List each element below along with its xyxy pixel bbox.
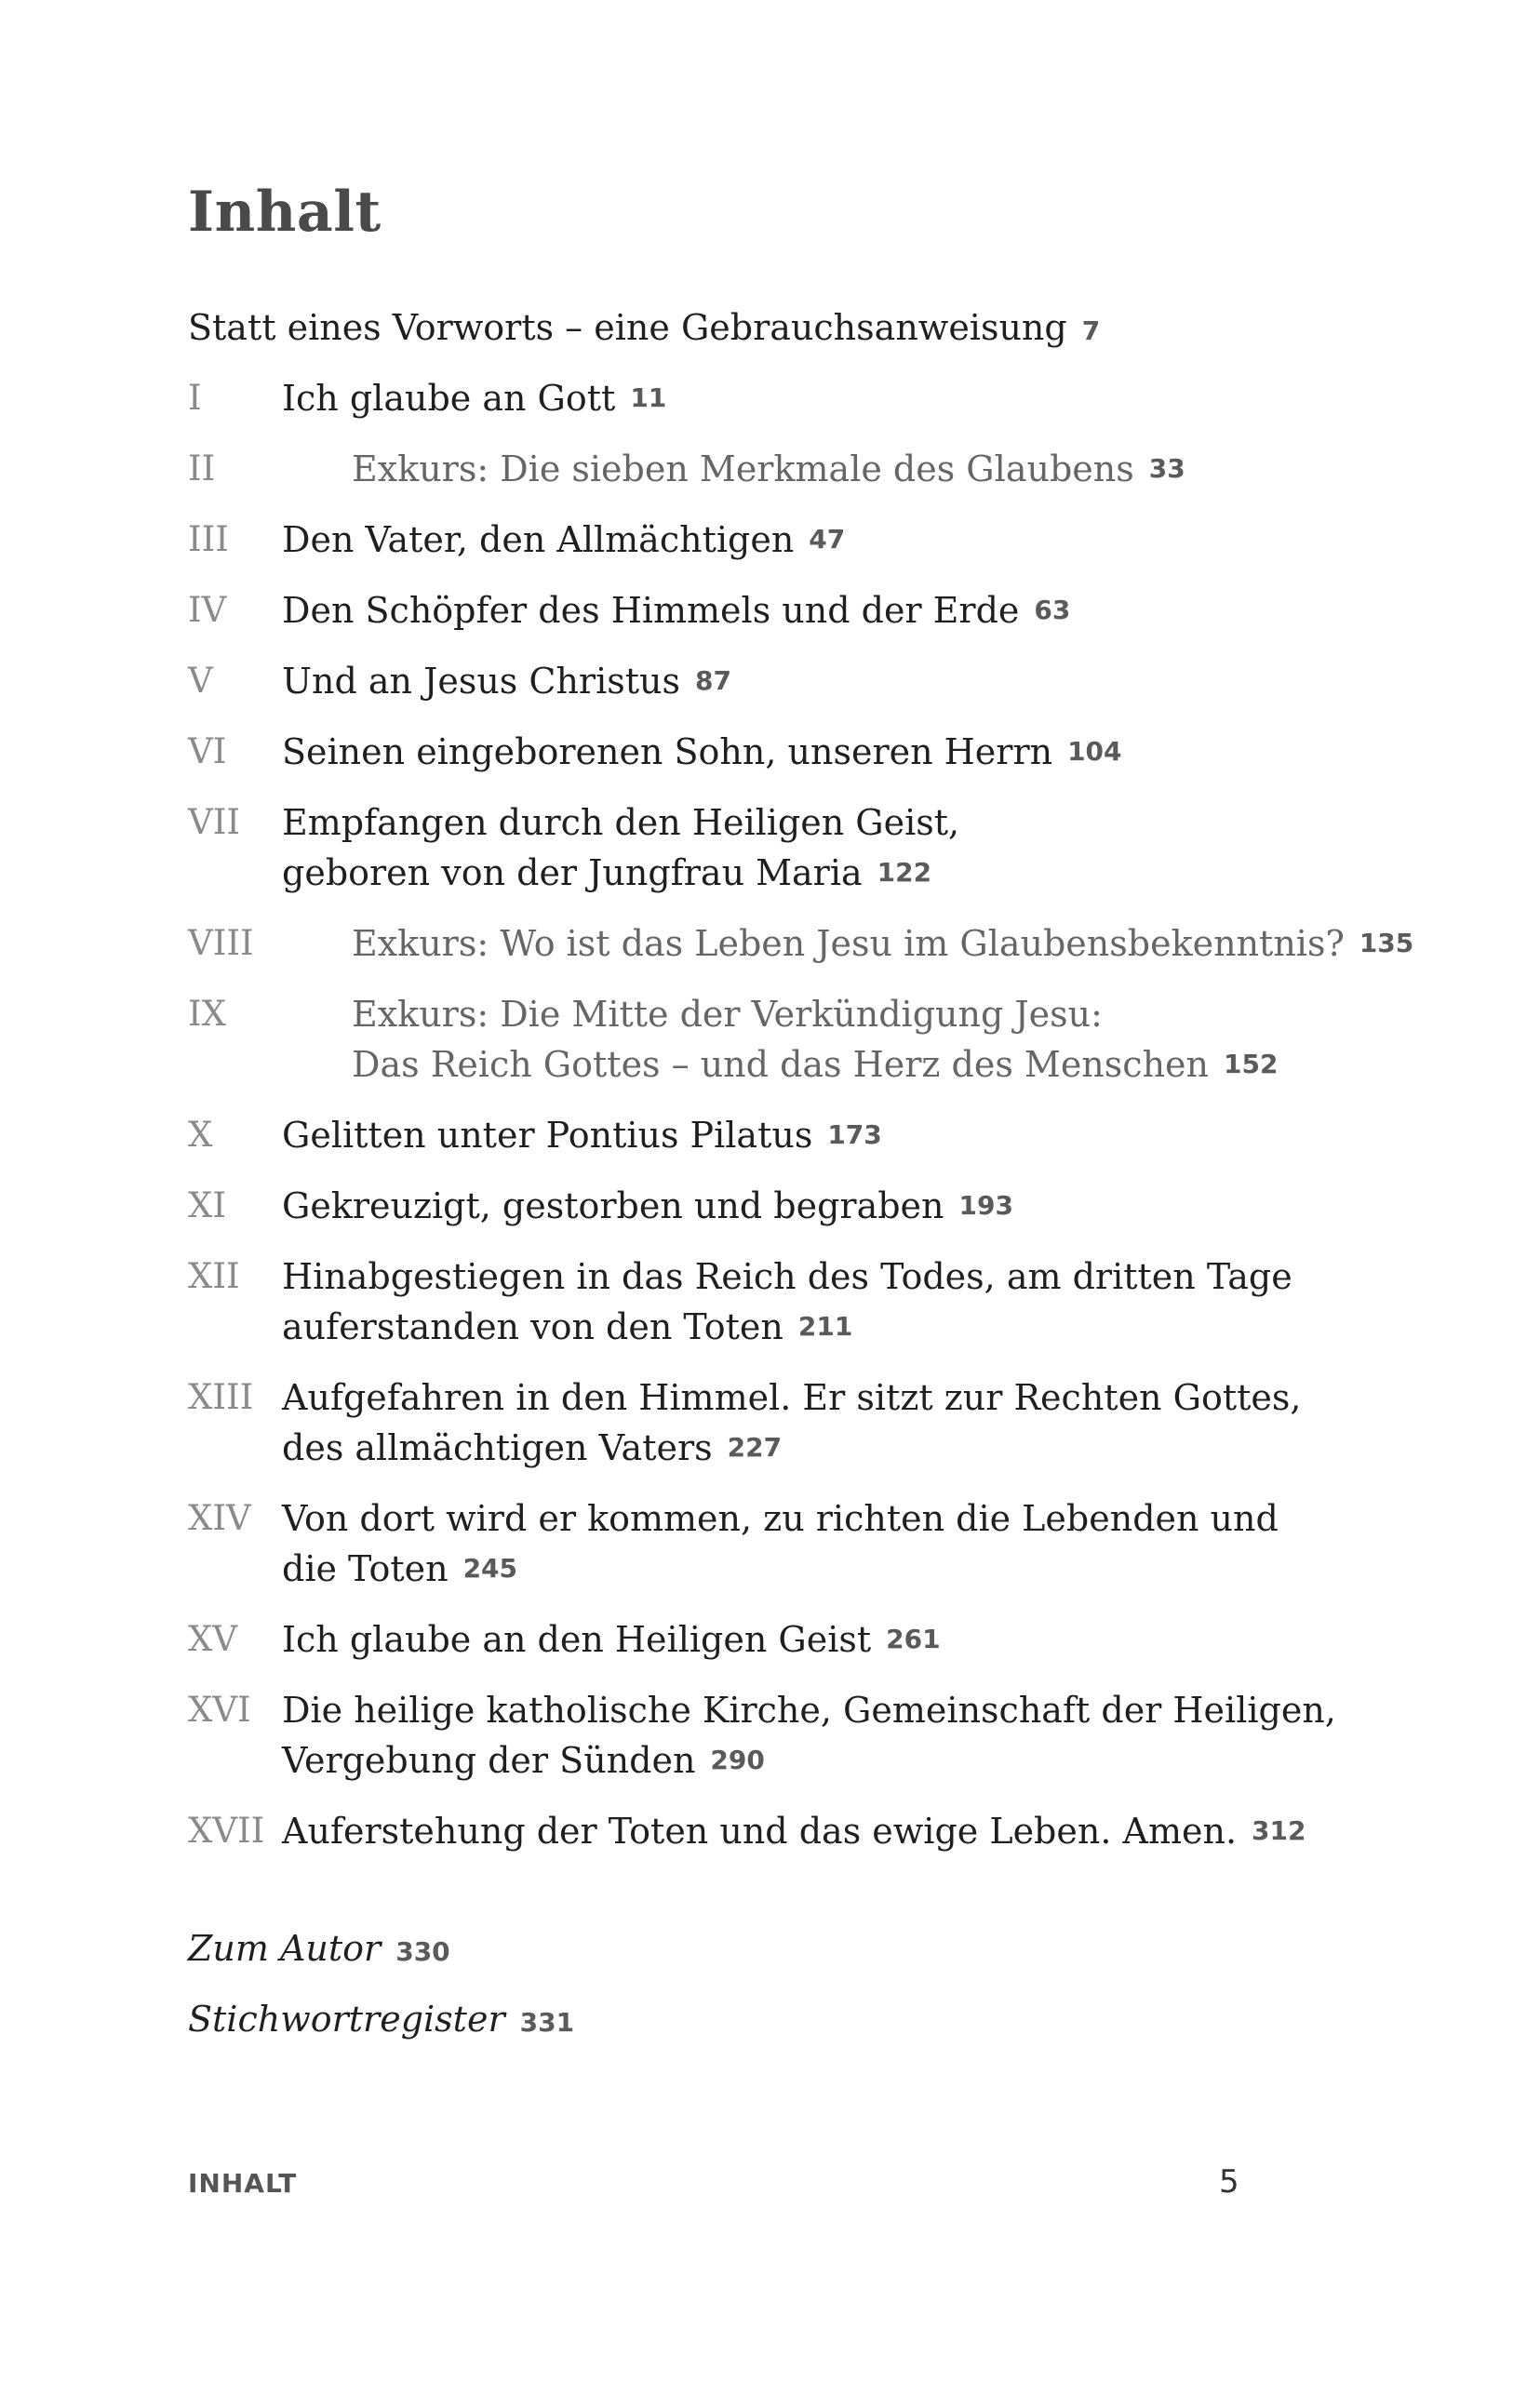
chapter-page: 135 (1359, 928, 1414, 958)
chapter-number: IV (188, 590, 227, 630)
excursus-title (352, 444, 1134, 494)
chapter-title (282, 1685, 1336, 1786)
chapter-title-line: des allmächtigen Vaters (282, 1427, 713, 1468)
chapter-page: 63 (1034, 595, 1071, 625)
chapter-number: VI (188, 731, 227, 771)
chapter-number: V (188, 661, 213, 701)
chapter-title (282, 1110, 812, 1160)
chapter-title (282, 585, 1019, 636)
chapter-number: XI (188, 1185, 226, 1225)
chapter-title (282, 1251, 1292, 1352)
chapter-number: III (188, 519, 229, 559)
chapter-title-line: Seinen eingeborenen Sohn, unseren Herrn (282, 731, 1053, 772)
chapter-number: I (188, 378, 202, 418)
toc-appendix-item (188, 1994, 574, 2048)
chapter-title-line: Empfangen durch den Heiligen Geist, (282, 802, 960, 843)
chapter-number: XIII (188, 1377, 254, 1417)
toc-appendix-item (188, 1923, 450, 1977)
toc-preface (188, 302, 1100, 356)
toc-preface-page: 7 (1081, 315, 1101, 346)
chapter-title-line: Den Vater, den Allmächtigen (282, 519, 795, 560)
chapter-title-line: Exkurs: Die Mitte der Verkündigung Jesu: (352, 994, 1103, 1035)
chapter-title-line: Das Reich Gottes – und das Herz des Menschen (352, 1044, 1209, 1085)
appendix-text: Zum Autor (188, 1928, 382, 1969)
running-footer-label: INHALT (188, 2168, 298, 2199)
chapter-page: 227 (727, 1432, 783, 1463)
toc-preface-text: Statt eines Vorworts – eine Gebrauchsanweisung (188, 307, 1067, 348)
chapter-number: XVII (188, 1811, 265, 1851)
chapter-title (282, 1614, 871, 1665)
chapter-title (282, 373, 615, 423)
chapter-page: 122 (877, 857, 932, 888)
chapter-page: 211 (797, 1311, 853, 1342)
chapter-page: 312 (1252, 1815, 1306, 1846)
chapter-number: VIII (188, 923, 254, 963)
chapter-title-line: Vergebung der Sünden (282, 1740, 696, 1781)
chapter-title-line: Exkurs: Wo ist das Leben Jesu im Glaubensbekenntnis? (352, 923, 1345, 964)
page-title: Inhalt (188, 180, 382, 245)
chapter-title-line: Gelitten unter Pontius Pilatus (282, 1115, 813, 1156)
chapter-title-line: geboren von der Jungfrau Maria (282, 852, 863, 893)
chapter-page: 173 (827, 1119, 882, 1150)
chapter-title-line: auferstanden von den Toten (282, 1306, 783, 1347)
chapter-page: 87 (695, 665, 731, 696)
chapter-title-line: Aufgefahren in den Himmel. Er sitzt zur Rechten Gottes, (282, 1377, 1302, 1418)
chapter-title (282, 727, 1052, 777)
chapter-number: VII (188, 802, 240, 842)
chapter-title-line: Auferstehung der Toten und das ewige Leben. Amen. (282, 1811, 1238, 1852)
chapter-page: 193 (958, 1190, 1013, 1221)
chapter-title-line: Und an Jesus Christus (282, 661, 681, 702)
appendix-page: 330 (395, 1936, 450, 1967)
chapter-title (282, 1493, 1279, 1594)
chapter-page: 152 (1224, 1049, 1279, 1079)
chapter-title (282, 515, 794, 565)
chapter-page: 47 (809, 524, 846, 555)
chapter-title-line: Ich glaube an Gott (282, 378, 616, 419)
excursus-title (352, 989, 1209, 1090)
chapter-number: XII (188, 1256, 240, 1296)
chapter-title-line: Ich glaube an den Heiligen Geist (282, 1619, 872, 1660)
chapter-page: 245 (462, 1553, 518, 1584)
chapter-title (282, 1181, 944, 1231)
chapter-title-line: Die heilige katholische Kirche, Gemeinschaft der Heiligen, (282, 1690, 1336, 1731)
chapter-number: XV (188, 1619, 238, 1659)
chapter-title-line: Hinabgestiegen in das Reich des Todes, am dritten Tage (282, 1256, 1292, 1297)
page-number: 5 (1219, 2163, 1239, 2201)
chapter-page: 261 (886, 1624, 941, 1654)
excursus-title (352, 918, 1345, 969)
chapter-title-line: Gekreuzigt, gestorben und begraben (282, 1185, 944, 1226)
chapter-title-line: Von dort wird er kommen, zu richten die Lebenden und (282, 1498, 1279, 1539)
chapter-number: X (188, 1115, 213, 1155)
chapter-title (282, 656, 680, 706)
chapter-number: II (188, 448, 216, 488)
appendix-page: 331 (519, 2007, 575, 2038)
chapter-title-line: Den Schöpfer des Himmels und der Erde (282, 590, 1020, 631)
chapter-title (282, 1806, 1237, 1856)
chapter-page: 290 (710, 1745, 765, 1775)
chapter-page: 104 (1067, 736, 1122, 767)
chapter-title-line: die Toten (282, 1548, 449, 1589)
chapter-page: 33 (1148, 453, 1185, 484)
chapter-number: IX (188, 994, 226, 1034)
chapter-title-line: Exkurs: Die sieben Merkmale des Glaubens (352, 448, 1134, 489)
chapter-title (282, 1372, 1301, 1473)
appendix-text: Stichwortregister (188, 1999, 505, 2040)
chapter-number: XVI (188, 1690, 251, 1730)
chapter-title (282, 797, 959, 898)
chapter-number: XIV (188, 1498, 251, 1538)
chapter-page: 11 (630, 382, 667, 413)
